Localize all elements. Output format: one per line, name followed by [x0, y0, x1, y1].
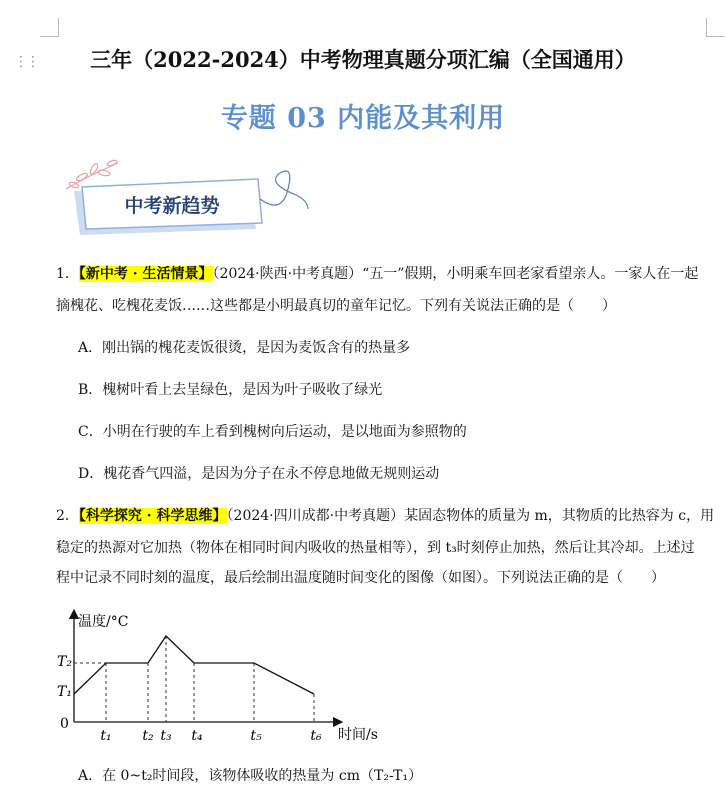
page-corner-mark-right: [706, 18, 725, 37]
question-2-line-2: 稳定的热源对它加热（物体在相同时间内吸收的热量相等），到 t₃时刻停止加热，然后让其冷却。上述过: [56, 540, 695, 556]
q1-option-d[interactable]: D．槐花香气四溢，是因为分子在永不停息地做无规则运动: [78, 466, 440, 482]
t2-level-label: T₂: [57, 654, 72, 670]
origin-label: 0: [60, 716, 69, 732]
question-number: 2．: [56, 508, 79, 524]
tick-label-t6: t₆: [310, 728, 322, 744]
q1-option-b[interactable]: B．槐树叶看上去呈绿色，是因为叶子吸收了绿光: [78, 382, 383, 398]
guide-lines: [74, 636, 314, 722]
question-1-line-2: 摘槐花、吃槐花麦饭……这些都是小明最真切的童年记忆。下列有关说法正确的是（ ）: [56, 298, 616, 314]
drag-handle-icon[interactable]: ⋮⋮: [14, 54, 38, 70]
section-banner: [60, 155, 310, 235]
tick-label-t2: t₂: [142, 728, 154, 744]
banner-label: 中考新趋势: [124, 195, 220, 217]
q1-option-a[interactable]: A．刚出锅的槐花麦饭很烫，是因为麦饭含有的热量多: [78, 340, 411, 356]
document-subtitle: 专题 03 内能及其利用: [220, 103, 506, 134]
t1-level-label: T₁: [57, 684, 72, 700]
question-number: 1．: [56, 266, 79, 282]
question-1-line-1: [56, 264, 698, 284]
page-corner-mark-left: [40, 18, 59, 37]
x-axis-label: 时间/s: [338, 727, 378, 743]
q2-option-a[interactable]: A．在 0~t₂时间段，该物体吸收的热量为 cm（T₂-T₁）: [78, 768, 423, 784]
question-tag: 【科学探究 · 科学思维】: [78, 508, 227, 524]
question-tag: 【新中考 · 生活情景】: [78, 266, 213, 282]
tick-label-t5: t₅: [250, 728, 262, 744]
question-2-line-3: 程中记录不同时刻的温度，最后绘制出温度随时间变化的图像（如图）。下列说法正确的是（ ）: [56, 570, 665, 586]
time-tick-labels: [100, 728, 322, 744]
tick-label-t4: t₄: [191, 728, 203, 744]
q1-option-c[interactable]: C．小明在行驶的车上看到槐树向后运动，是以地面为参照物的: [78, 424, 467, 440]
document-title: 三年（2022-2024）中考物理真题分项汇编（全国通用）: [90, 47, 636, 72]
temperature-time-graph: [52, 608, 392, 773]
question-text: （2024·陕西·中考真题）“五一”假期，小明乘车回老家看望亲人。一家人在一起: [212, 266, 699, 282]
tick-label-t3: t₃: [160, 728, 172, 744]
tick-label-t1: t₁: [100, 728, 112, 744]
question-2-line-1: [56, 506, 714, 526]
question-text: （2024·四川成都·中考真题）某固态物体的质量为 m，其物质的比热容为 c，用: [226, 508, 715, 524]
y-axis-label: 温度/°C: [78, 614, 129, 630]
flower-decoration-icon: [66, 159, 118, 189]
